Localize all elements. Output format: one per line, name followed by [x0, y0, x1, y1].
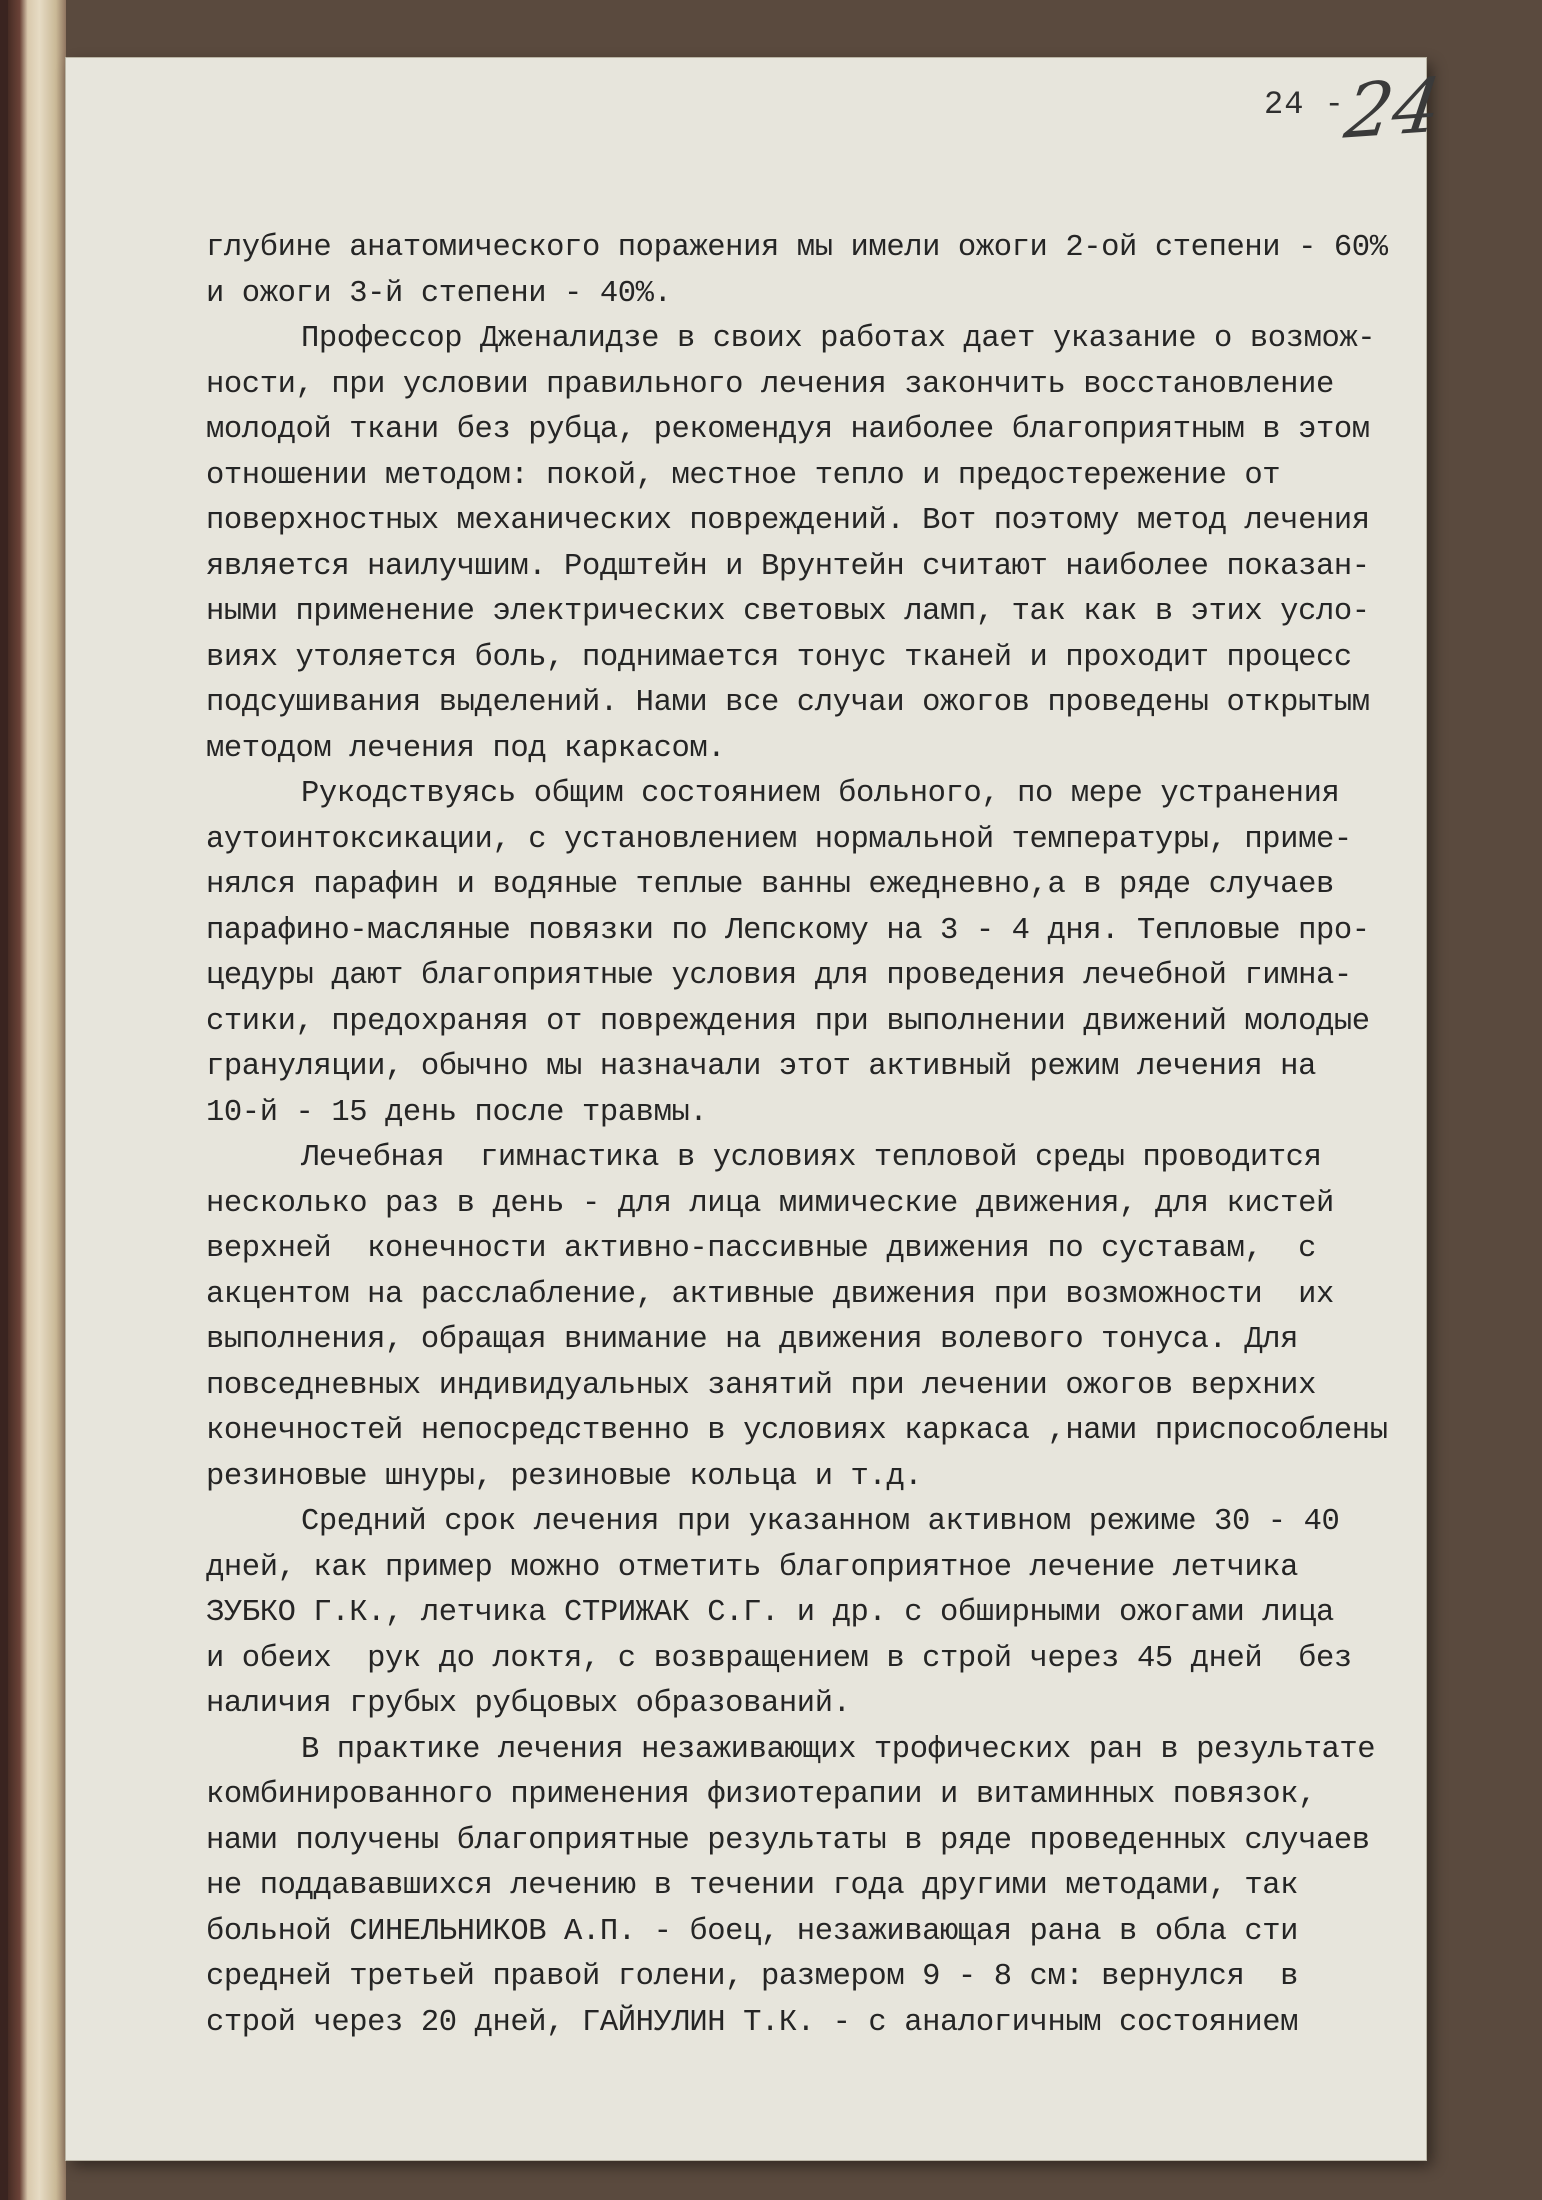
text-line: верхней конечности активно-пассивные движения по суставам, с: [206, 1232, 1316, 1266]
text-line: глубине анатомического поражения мы имели ожоги 2-ой степени - 60%: [206, 231, 1388, 265]
text-line: аутоинтоксикации, с установлением нормальной температуры, приме-: [206, 822, 1352, 857]
text-line: Рукодствуясь общим состоянием больного, по мере устранения: [301, 777, 1340, 811]
text-line: поверхностных механических повреждений. Вот поэтому метод лечения: [206, 504, 1370, 538]
text-line: не поддававшихся лечению в течении года другими методами, так: [206, 1869, 1299, 1903]
text-line: конечностей непосредственно в условиях каркаса ,нами приспособлены: [206, 1414, 1388, 1448]
text-line: наличия грубых рубцовых образований.: [206, 1687, 851, 1721]
text-line: средней третьей правой голени, размером 9 - 8 см: вернулся в: [206, 1960, 1299, 1994]
binder-spine: [0, 0, 66, 2200]
text-line: ности, при условии правильного лечения закончить восстановление: [206, 367, 1334, 402]
text-line: парафино-масляные повязки по Лепскому на 3 - 4 дня. Тепловые про-: [206, 913, 1370, 948]
text-line: молодой ткани без рубца, рекомендуя наиболее благоприятным в этом: [206, 413, 1370, 447]
page-number: 24 -: [1264, 86, 1345, 123]
text-line: ными применение электрических световых ламп, так как в этих усло-: [206, 595, 1370, 629]
text-line: В практике лечения незаживающих трофических ран в результате: [301, 1732, 1376, 1767]
text-line: выполнения, обращая внимание на движения волевого тонуса. Для: [206, 1323, 1299, 1357]
text-line: резиновые шнуры, резиновые кольца и т.д.: [206, 1459, 923, 1494]
text-line: комбинированного применения физиотерапии и витаминных повязок,: [206, 1778, 1316, 1812]
text-line: ЗУБКО Г.К., летчика СТРИЖАК С.Г. и др. с обширными ожогами лица: [206, 1596, 1334, 1630]
text-line: строй через 20 дней, ГАЙНУЛИН Т.К. - с аналогичным состоянием: [206, 2005, 1299, 2040]
text-line: акцентом на расслабление, активные движения при возможности их: [206, 1277, 1334, 1312]
text-line: Профессор Дженалидзе в своих работах дает указание о возмож-: [301, 322, 1376, 356]
text-line: нами получены благоприятные результаты в ряде проведенных случаев: [206, 1823, 1370, 1858]
text-line: грануляции, обычно мы назначали этот активный режим лечения на: [206, 1050, 1316, 1084]
text-line: несколько раз в день - для лица мимические движения, для кистей: [206, 1186, 1334, 1221]
text-line: методом лечения под каркасом.: [206, 731, 726, 766]
text-line: Лечебная гимнастика в условиях тепловой среды проводится: [301, 1141, 1322, 1175]
text-line: нялся парафин и водяные теплые ванны ежедневно,а в ряде случаев: [206, 868, 1334, 902]
text-line: отношении методом: покой, местное тепло и предостережение от: [206, 458, 1281, 493]
document-page: [66, 58, 1447, 2160]
text-line: дней, как пример можно отметить благоприятное лечение летчика: [206, 1550, 1299, 1585]
text-line: является наилучшим. Родштейн и Врунтейн считают наиболее показан-: [206, 549, 1370, 584]
text-line: больной СИНЕЛЬНИКОВ А.П. - боец, незаживающая рана в обла сти: [206, 1914, 1299, 1949]
body-text: [206, 226, 1466, 2046]
text-line: стики, предохраняя от повреждения при выполнении движений молодые: [206, 1004, 1370, 1039]
archive-page-number: 24: [1339, 62, 1447, 156]
text-line: повседневных индивидуальных занятий при лечении ожогов верхних: [206, 1368, 1316, 1403]
text-line: Средний срок лечения при указанном активном режиме 30 - 40: [301, 1505, 1340, 1539]
text-line: цедуры дают благоприятные условия для проведения лечебной гимна-: [206, 959, 1352, 993]
text-line: и обеих рук до локтя, с возвращением в строй через 45 дней без: [206, 1641, 1352, 1676]
text-line: 10-й - 15 день после травмы.: [206, 1095, 708, 1130]
text-line: подсушивания выделений. Нами все случаи ожогов проведены открытым: [206, 686, 1370, 720]
text-line: виях утоляется боль, поднимается тонус тканей и проходит процесс: [206, 640, 1352, 675]
text-line: и ожоги 3-й степени - 40%.: [206, 276, 672, 311]
binder-edge: [0, 0, 8, 2200]
